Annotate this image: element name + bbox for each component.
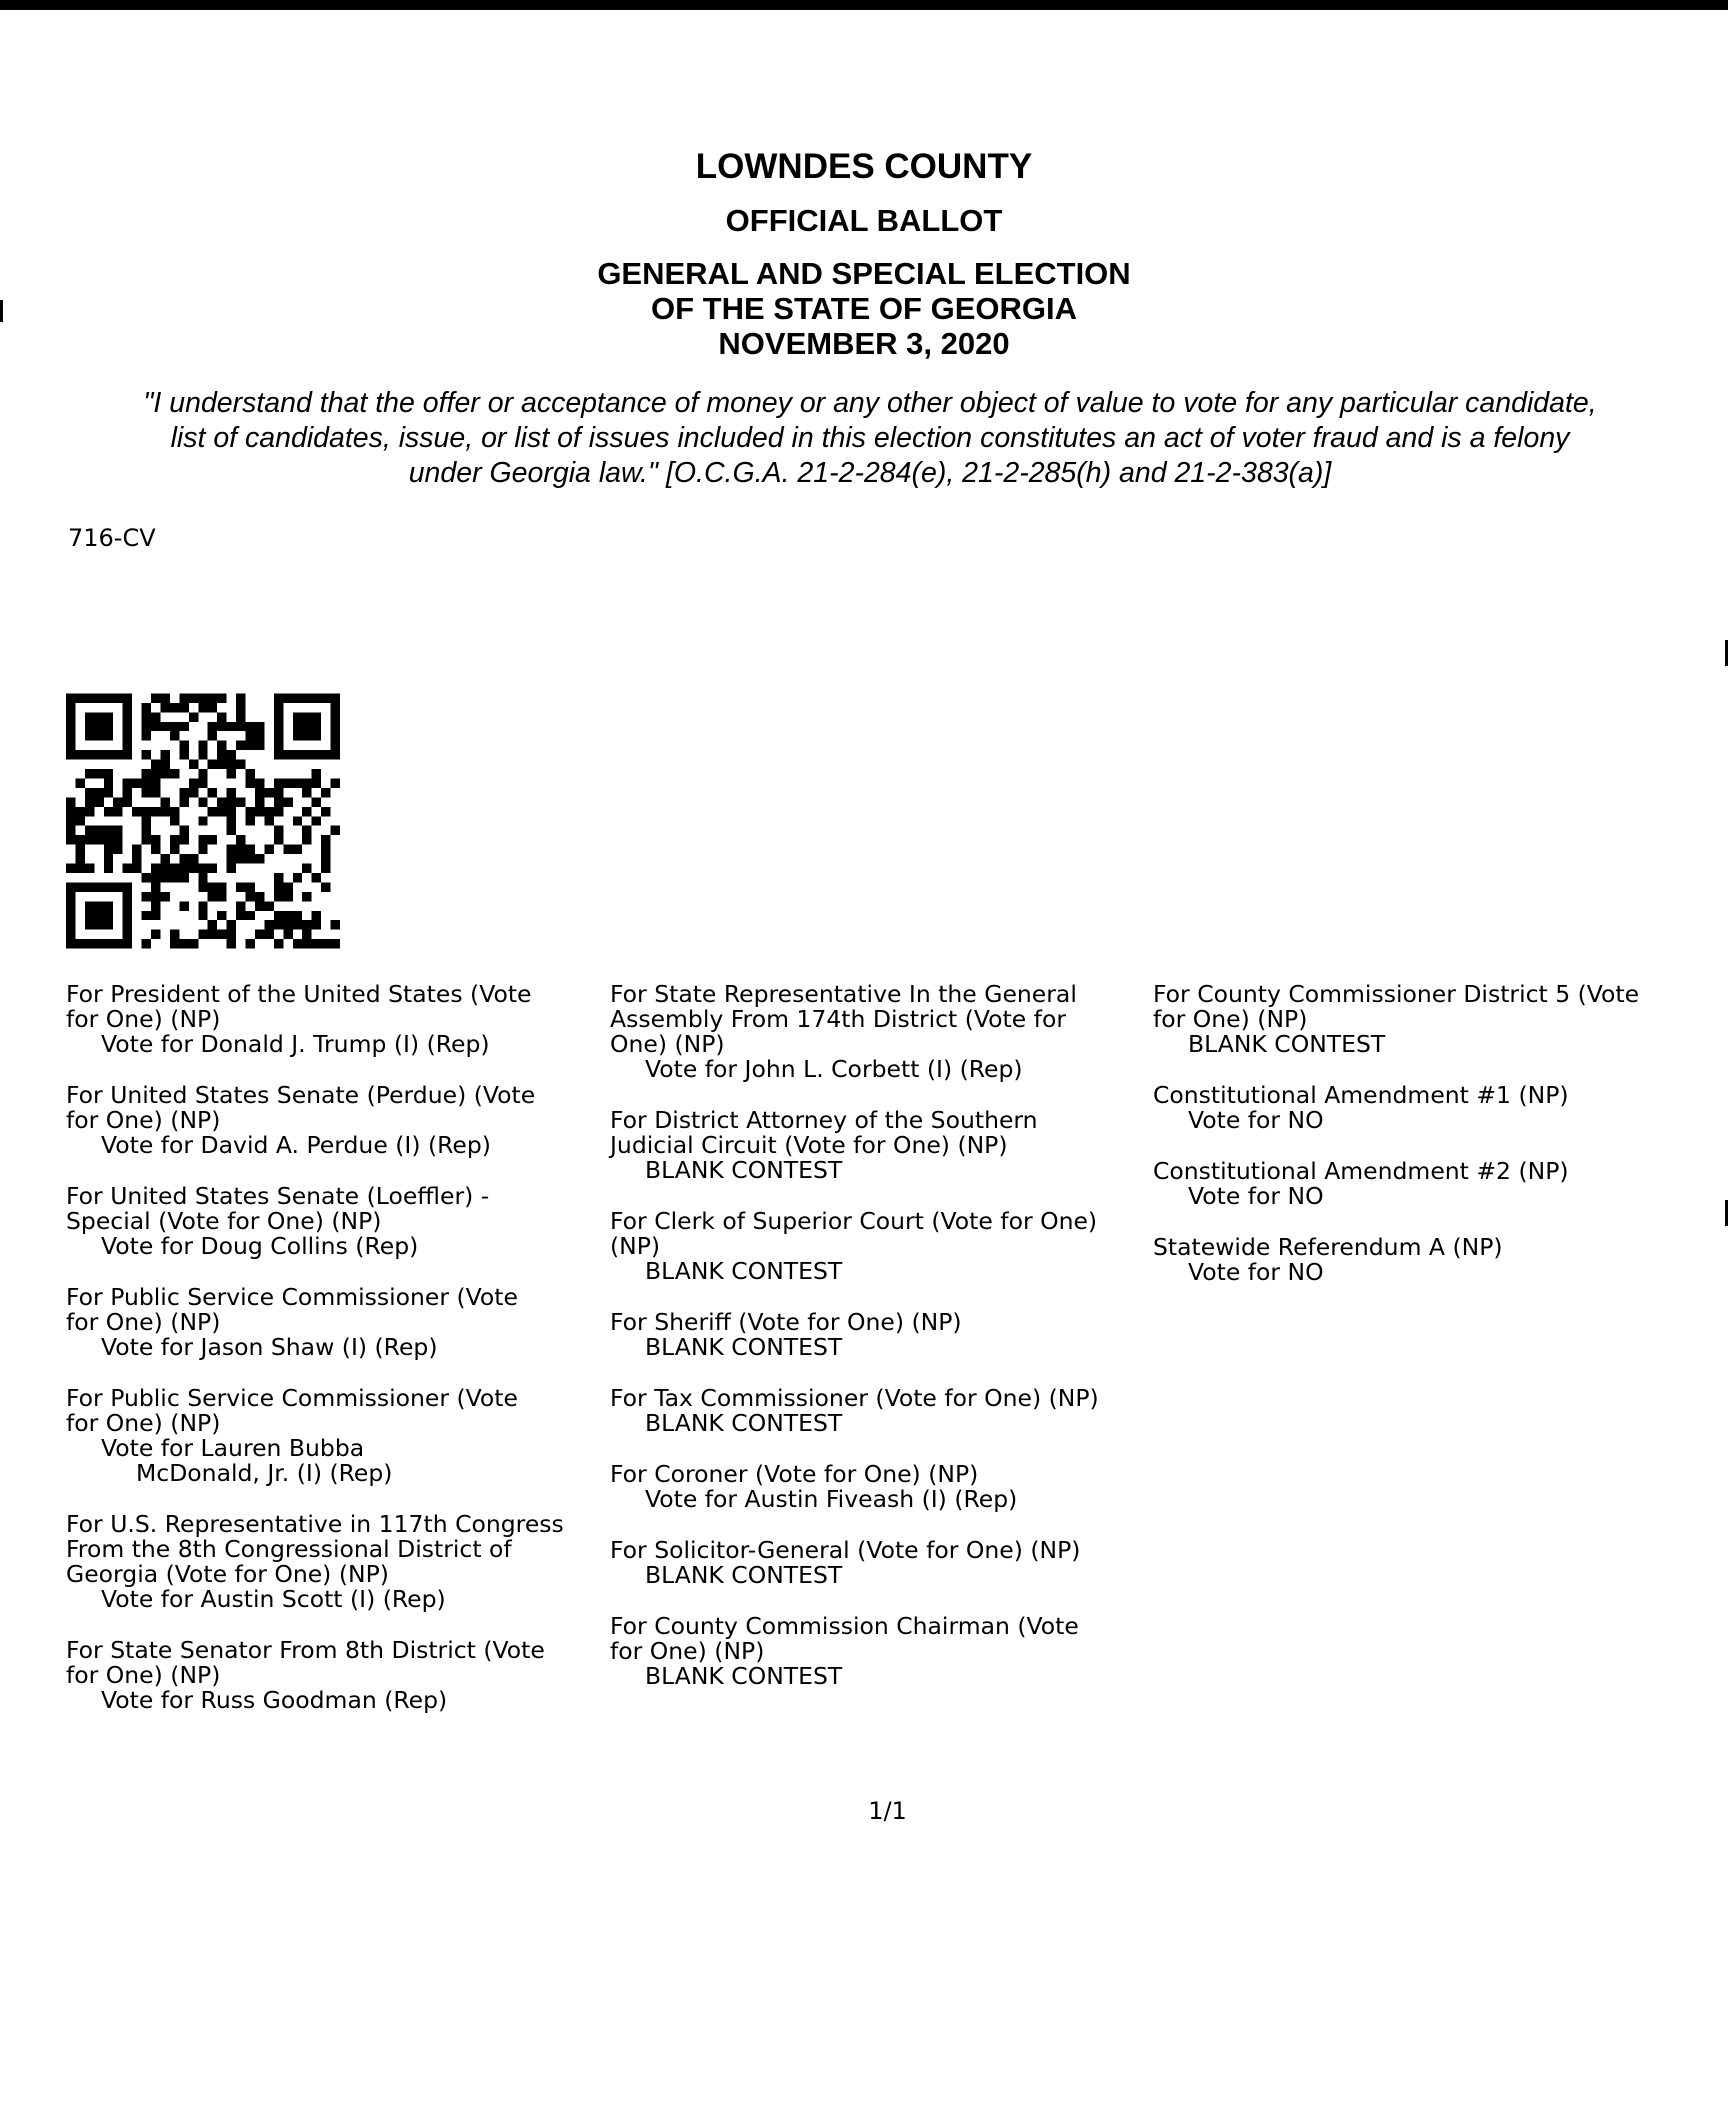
contest-title-line: For County Commission Chairman (Vote <box>610 1612 1079 1640</box>
contest-block <box>610 1386 1150 1436</box>
contest-block <box>1153 1235 1728 1285</box>
county-name: LOWNDES COUNTY <box>695 147 1033 186</box>
contest-block <box>610 1614 1150 1689</box>
contest-title-line: for One) (NP) <box>610 1637 765 1665</box>
contest-selection: Vote for NO <box>1188 1182 1324 1210</box>
election-title-line: OF THE STATE OF GEORGIA <box>651 291 1077 326</box>
contest-block <box>610 1462 1150 1512</box>
contest-block <box>610 1538 1150 1588</box>
contest-selection-continued: McDonald, Jr. (I) (Rep) <box>136 1459 393 1487</box>
contest-title-line: For Clerk of Superior Court (Vote for One) <box>610 1207 1098 1235</box>
contest-block <box>610 1108 1150 1183</box>
contest-block <box>66 1638 606 1713</box>
contest-block <box>66 1083 606 1158</box>
contest-selection: BLANK CONTEST <box>1188 1030 1386 1058</box>
contest-selection: BLANK CONTEST <box>645 1333 843 1361</box>
election-date: NOVEMBER 3, 2020 <box>718 326 1010 361</box>
contest-title-line: Judicial Circuit (Vote for One) (NP) <box>610 1131 1008 1159</box>
election-title-line: GENERAL AND SPECIAL ELECTION <box>597 256 1131 291</box>
contest-selection: BLANK CONTEST <box>645 1257 843 1285</box>
contest-title-line: Constitutional Amendment #2 (NP) <box>1153 1157 1569 1185</box>
voter-oath <box>70 386 1670 491</box>
contest-title-line: For Tax Commissioner (Vote for One) (NP) <box>610 1384 1099 1412</box>
contest-title-line: For Coroner (Vote for One) (NP) <box>610 1460 979 1488</box>
contest-title-line: Georgia (Vote for One) (NP) <box>66 1560 389 1588</box>
contest-selection: Vote for Jason Shaw (I) (Rep) <box>101 1333 438 1361</box>
contest-column-3 <box>1153 982 1728 1311</box>
contest-selection: Vote for Austin Fiveash (I) (Rep) <box>645 1485 1018 1513</box>
contest-selection: Vote for Donald J. Trump (I) (Rep) <box>101 1030 490 1058</box>
contest-block <box>66 1285 606 1360</box>
contest-title-line: For State Representative In the General <box>610 980 1077 1008</box>
contest-selection: Vote for David A. Perdue (I) (Rep) <box>101 1131 491 1159</box>
contest-title-line: From the 8th Congressional District of <box>66 1535 512 1563</box>
contest-title-line: For United States Senate (Loeffler) - <box>66 1182 490 1210</box>
contest-block <box>610 1209 1150 1284</box>
contest-title-line: (NP) <box>610 1232 661 1260</box>
contest-title-line: Special (Vote for One) (NP) <box>66 1207 382 1235</box>
contest-title-line: For Sheriff (Vote for One) (NP) <box>610 1308 962 1336</box>
contest-block <box>66 1512 606 1612</box>
contest-block <box>66 1386 606 1486</box>
contest-column-2 <box>610 982 1150 1715</box>
contest-block <box>1153 982 1728 1057</box>
election-title <box>0 256 1728 361</box>
contest-title-line: For U.S. Representative in 117th Congress <box>66 1510 564 1538</box>
contest-title-line: Assembly From 174th District (Vote for <box>610 1005 1066 1033</box>
contest-selection: Vote for John L. Corbett (I) (Rep) <box>645 1055 1023 1083</box>
contest-title-line: Constitutional Amendment #1 (NP) <box>1153 1081 1569 1109</box>
page-number: 1/1 <box>868 1797 907 1825</box>
contest-selection: Vote for Russ Goodman (Rep) <box>101 1686 448 1714</box>
contest-title-line: For County Commissioner District 5 (Vote <box>1153 982 1640 1008</box>
oath-line: list of candidates, issue, or list of issues included in this election constitutes an act of voter fraud and is a felony <box>170 422 1570 454</box>
contest-selection: BLANK CONTEST <box>645 1156 843 1184</box>
contest-selection: BLANK CONTEST <box>645 1662 843 1690</box>
contest-block <box>610 1310 1150 1360</box>
oath-line: under Georgia law." [O.C.G.A. 21-2-284(e), 21-2-285(h) and 21-2-383(a)] <box>408 457 1332 489</box>
contest-title-line: for One) (NP) <box>66 1661 221 1689</box>
contest-block <box>66 1184 606 1259</box>
ballot-type: OFFICIAL BALLOT <box>725 203 1003 238</box>
contest-title-line: for One) (NP) <box>66 1409 221 1437</box>
ballot-style-code: 716-CV <box>68 524 156 552</box>
contest-title-line: For United States Senate (Perdue) (Vote <box>66 1081 536 1109</box>
contest-title-line: for One) (NP) <box>66 1106 221 1134</box>
contest-selection: Vote for Doug Collins (Rep) <box>101 1232 419 1260</box>
contest-title-line: for One) (NP) <box>1153 1005 1308 1033</box>
contest-title-line: For Public Service Commissioner (Vote <box>66 1283 518 1311</box>
contest-selection: Vote for Austin Scott (I) (Rep) <box>101 1585 446 1613</box>
contest-title-line: For State Senator From 8th District (Vote <box>66 1636 545 1664</box>
contest-title-line: for One) (NP) <box>66 1005 221 1033</box>
contest-block <box>1153 1159 1728 1209</box>
contest-block <box>1153 1083 1728 1133</box>
contest-selection: Vote for Lauren Bubba <box>101 1434 365 1462</box>
contest-selection: BLANK CONTEST <box>645 1409 843 1437</box>
contest-title-line: For District Attorney of the Southern <box>610 1106 1038 1134</box>
contest-selection: BLANK CONTEST <box>645 1561 843 1589</box>
contest-title-line: For President of the United States (Vote <box>66 980 532 1008</box>
contest-selection: Vote for NO <box>1188 1258 1324 1286</box>
contest-title-line: for One) (NP) <box>66 1308 221 1336</box>
ballot-header <box>0 146 1728 361</box>
contest-column-1 <box>66 982 606 1739</box>
contest-block <box>66 982 606 1057</box>
top-scan-bar <box>0 0 1728 10</box>
oath-line: "I understand that the offer or acceptance of money or any other object of value to vote for any particular candidate, <box>143 387 1597 419</box>
ballot-qr-code <box>66 693 340 949</box>
contest-title-line: One) (NP) <box>610 1030 725 1058</box>
contest-title-line: For Public Service Commissioner (Vote <box>66 1384 518 1412</box>
contest-title-line: Statewide Referendum A (NP) <box>1153 1233 1503 1261</box>
contest-block <box>610 982 1150 1082</box>
contest-selection: Vote for NO <box>1188 1106 1324 1134</box>
contest-title-line: For Solicitor-General (Vote for One) (NP) <box>610 1536 1081 1564</box>
